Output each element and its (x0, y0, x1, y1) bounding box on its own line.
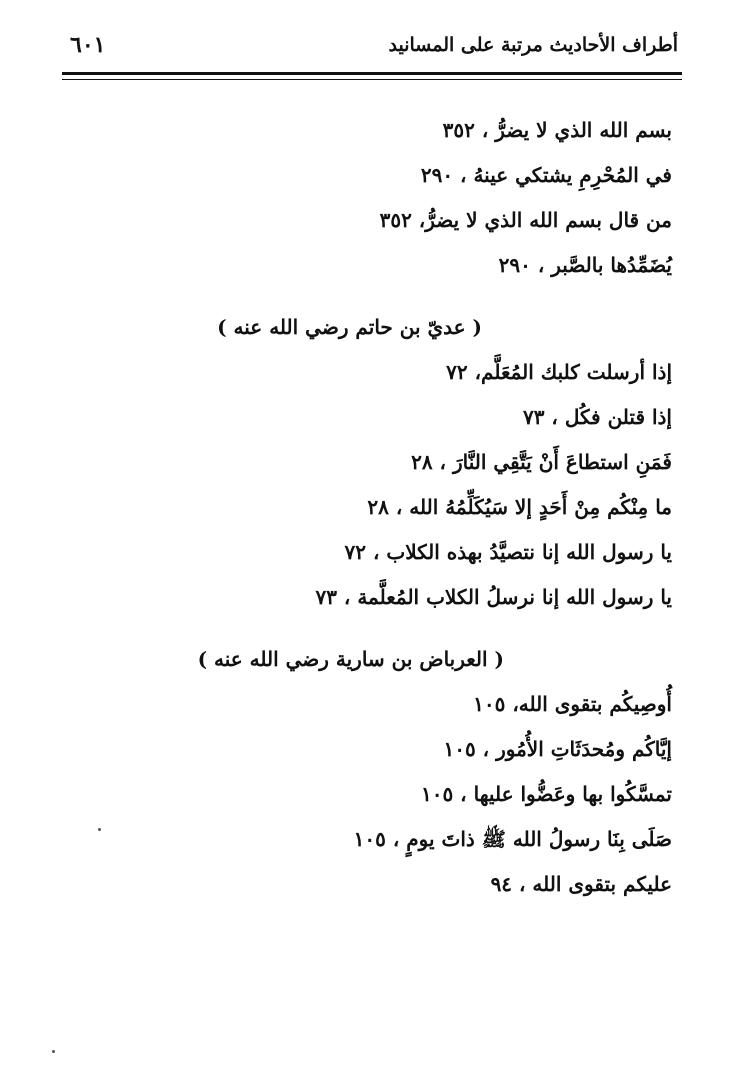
running-title: أطراف الأحاديث مرتبة على المسانيد (388, 34, 678, 56)
index-section-1 (72, 108, 672, 288)
page-number: ٦٠١ (70, 32, 106, 58)
section-heading: ( عديّ بن حاتم رضي الله عنه ) (217, 315, 482, 339)
index-entry: يا رسول الله إنا نرسلُ الكلاب المُعلَّمة ، ٧٣ (315, 585, 672, 609)
index-entry: فَمَنِ استطاعَ أَنْ يَتَّقِي النَّارَ ، ٢٨ (411, 450, 672, 474)
index-entry: صَلَى بِنَا رسولُ الله ﷺ ذاتَ يومٍ ، ١٠٥ (353, 827, 672, 851)
header-rule-thin (62, 79, 682, 80)
index-entry: أُوصِيكُم بتقوى الله، ١٠٥ (473, 692, 672, 716)
section-heading: ( العرباض بن سارية رضي الله عنه ) (197, 647, 504, 671)
index-entry: يا رسول الله إنا نتصيَّدُ بهذه الكلاب ، ٧٢ (344, 540, 672, 564)
index-entry: في المُحْرِمِ يشتكي عينهُ ، ٢٩٠ (420, 163, 672, 187)
index-entry: إذا أرسلت كلبك المُعَلَّم، ٧٢ (446, 360, 672, 384)
index-entry: إيَّاكُم ومُحدَثَاتِ الأُمُور ، ١٠٥ (443, 737, 672, 761)
index-entry: يُضَمِّدُها بالصَّبر ، ٢٩٠ (498, 253, 672, 277)
header-rule (62, 72, 682, 75)
index-entry: بسم الله الذي لا يضرُّ ، ٣٥٢ (442, 118, 672, 142)
index-section-3 (72, 636, 672, 907)
index-entry: إذا قتلن فكُل ، ٧٣ (522, 405, 672, 429)
index-entry: ما مِنْكُم مِنْ أَحَدٍ إلا سَيُكَلِّمُهُ الله ، ٢٨ (367, 495, 672, 519)
index-entry: من قال بسم الله الذي لا يضرُّ، ٣٥٢ (379, 208, 672, 232)
index-entry: عليكم بتقوى الله ، ٩٤ (490, 872, 672, 896)
page-header (62, 30, 680, 66)
index-content (72, 108, 672, 907)
scan-speck (52, 1050, 55, 1053)
index-section-2 (72, 304, 672, 620)
index-entry: تمسَّكُوا بها وعَضُّوا عليها ، ١٠٥ (420, 782, 672, 806)
scan-speck (98, 828, 101, 831)
